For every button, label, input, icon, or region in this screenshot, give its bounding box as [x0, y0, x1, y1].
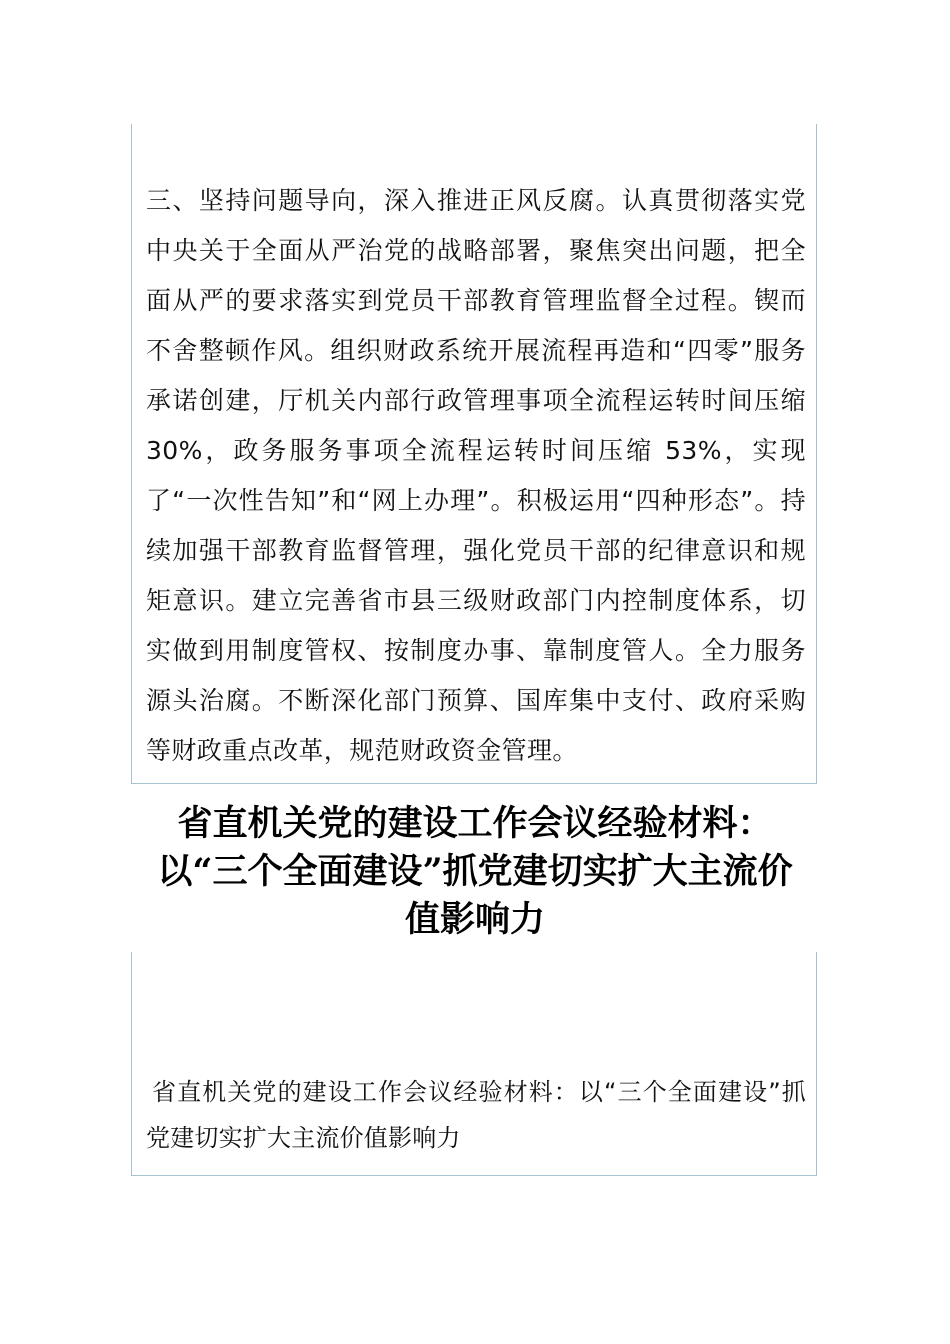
article-title: 省直机关党的建设工作会议经验材料：以“三个全面建设”抓党建切实扩大主流价值影响力 [157, 803, 793, 940]
text-box-section-3 [131, 124, 817, 784]
text-box-article-intro [131, 952, 817, 1176]
section-3-paragraph: 三、坚持问题导向，深入推进正风反腐。认真贯彻落实党中央关于全面从严治党的战略部署，聚焦突出问题，把全面从严的要求落实到党员干部教育管理监督全过程。锲而不舍整顿作风。组织财政系统开展流程再造和“四零”服务承诺创建，厅机关内部行政管理事项全流程运转时间压缩 30%，政务服务事项全流程运转时间压缩 53%，实现了“一次性告知”和“网上办理”。积极运用“四种形态”。持续加强干部教育监督管理，强化党员干部的纪律意识和规矩意识。建立完善省市县三级财政部门内控制度体系，切实做到用制度管权、按制度办事、靠制度管人。全力服务源头治腐。不断深化部门预算、国库集中支付、政府采购等财政重点改革，规范财政资金管理。 [146, 186, 806, 765]
article-intro-paragraph: 省直机关党的建设工作会议经验材料：以“三个全面建设”抓党建切实扩大主流价值影响力 [146, 1078, 806, 1152]
